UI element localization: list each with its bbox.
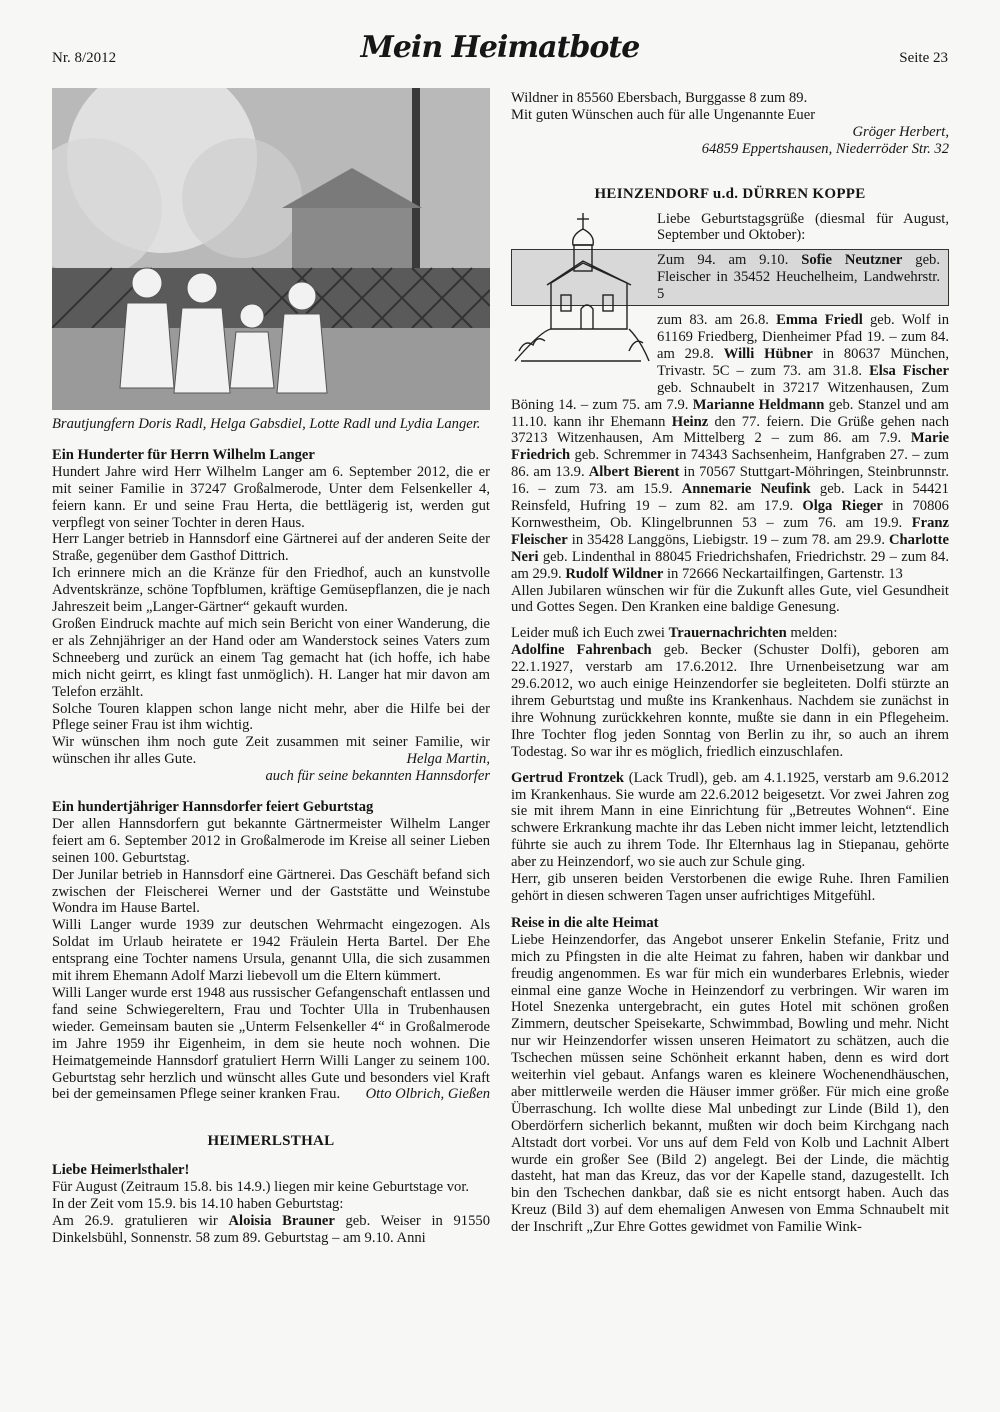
text-run: in 35428 Langgöns, Liebigstr. 19 – zum 78. am 29.9. xyxy=(567,531,890,548)
article-1-paragraph: Herr Langer betrieb in Hannsdorf eine Gärtnerei auf der anderen Seite der Straße, gegenüber dem Gasthof Dittrich. xyxy=(52,531,490,565)
text-run: in 80637 München, Trivastr. 5C – zum 73. am 31.8. xyxy=(657,345,949,379)
person-name: Adolfine Fahrenbach xyxy=(511,642,652,659)
article-2-title: Ein hundertjähriger Hannsdorfer feiert Geburtstag xyxy=(52,799,374,816)
article-1-signature: Helga Martin, xyxy=(406,751,490,768)
text-run: Zum 94. am 9.10. xyxy=(657,252,802,269)
text-run: in 72666 Neckartailfingen, Gartenstr. 13 xyxy=(663,565,903,582)
article-1-paragraph: Solche Touren klappen schon lange nicht mehr, aber die Hilfe bei der Pflege seiner Frau ist ihm wichtig. xyxy=(52,700,490,734)
text-run: geb. Stanzel und am 11.10. kann ihr Ehemann xyxy=(511,396,949,430)
text-run: Am 26.9. gratulieren wir xyxy=(52,1212,229,1229)
obituary-2 xyxy=(511,770,949,871)
text-run: in 70567 Stuttgart-Möhringen, Steinbrunnstr. 16. – zum 73. am 15.9. xyxy=(511,464,949,498)
article-1-paragraph xyxy=(52,734,490,768)
person-name: Heinz xyxy=(671,413,709,430)
signature-address: 64859 Eppertshausen, Niederröder Str. 32 xyxy=(701,140,949,157)
birthday-block xyxy=(511,211,949,583)
article-2-paragraph: Willi Langer wurde 1939 zur deutschen Wehrmacht eingezogen. Als Soldat im Urlaub heiratete er 1942 Fräulein Herta Bartel. Der Ehe entsprang eine Tochter namens Ursula, genannt Ulla, die sich zusammen mit ihrem Ehemann Adolf Marzi liebevoll um die Eltern kümmert. xyxy=(52,917,490,985)
person-name: Albert Bierent xyxy=(588,464,680,481)
article-2-signature: Otto Olbrich, Gießen xyxy=(365,1086,490,1103)
church-drawing xyxy=(511,211,651,383)
jubilee-wishes: Allen Jubilaren wünschen wir für die Zukunft alles Gute, viel Gesundheit und Gottes Segen. Den Kranken eine baldige Genesung. xyxy=(511,582,949,616)
page-number: Seite 23 xyxy=(899,50,948,66)
article-3-paragraph: Für August (Zeitraum 15.8. bis 14.9.) liegen mir keine Geburtstage vor. xyxy=(52,1179,470,1196)
person-name: Marianne Heldmann xyxy=(692,396,825,413)
article-3-title: Liebe Heimerlsthaler! xyxy=(52,1162,190,1179)
person-name: Marie Friedrich xyxy=(511,430,949,464)
text-run: melden: xyxy=(786,625,838,642)
photo-illustration xyxy=(52,88,490,410)
person-name: Charlotte Neri xyxy=(511,531,949,565)
article-2-paragraph: Der Junilar betrieb in Hannsdorf eine Gärtnerei. Das Geschäft befand sich zwischen der Fleischerei Werner und der Gaststätte und Weinstube Wondra im Hause Bartel. xyxy=(52,866,490,917)
article-1-signature-note: auch für seine bekannten Hannsdorfer xyxy=(265,768,490,785)
article-2-paragraph xyxy=(52,985,490,1103)
section-heimerlsthal: HEIMERLSTHAL xyxy=(207,1133,335,1150)
text-run: geb. Weiser in 91550 Dinkelsbühl, Sonnenstr. 58 zum 89. Geburtstag – am 9.10. Anni xyxy=(52,1212,490,1246)
article-reise-title: Reise in die alte Heimat xyxy=(511,914,659,931)
obituary-1 xyxy=(511,642,949,760)
article-reise-text: Liebe Heinzendorfer, das Angebot unserer Enkelin Stefanie, Fritz und mich zu Pfingsten in die alte Heimat zu fahren, haben wir dankbar und freudig angenommen. Es war für mich ein wunderbares Erlebnis, wieder einmal eine ganze Woche in Heinzendorf zu verbringen. Wir waren im Hotel Snezenka untergebracht, ein gutes Hotel mit schönen großen Zimmern, deutscher Speisekarte, Schwimmbad, Bowling und mehr. Nicht nur wir Heinzendorfer wissen unseren Heimatort zu schätzen, auch die Tschechen müssen seine Schönheit erkannt haben, denn es wird dort weiterhin viel gebaut. Anfangs waren es kleinere Wochenendhäuschen, aber mittlerweile werden die Häuser immer größer. Für mich eine große Überraschung. Ich wollte diese Mal unbedingt zur Linde (Bild 1), den Oberdörfern sicherlich bekannt, mußten wir doch beim Kirchgang nach Altstadt dort vorbei. Vor uns auf dem Feld von Kolb und Lachnit Albert wurde ein großer See (Bild 2) angelegt. Bei der Linde, die mächtig dasteht, hat man das Kreuz, das vor der Kapelle stand, dazugestellt. Ich bin den Tschechen dankbar, daß sie es nicht entsorgt haben. Auch das Kreuz (Bild 3) auf dem ehemaligen Anwesen von Emma Schnaubelt mit der Inschrift „Zur Ehre Gottes gewidmet von Familie Wink- xyxy=(511,931,949,1236)
left-column xyxy=(52,88,490,1247)
continued-text: Wildner in 85560 Ebersbach, Burggasse 8 zum 89. xyxy=(511,90,808,106)
bridesmaids-photo xyxy=(52,88,490,410)
person-name: Franz Fleischer xyxy=(511,514,949,548)
article-1-paragraph: Hundert Jahre wird Herr Wilhelm Langer am 6. September 2012, die er mit seiner Familie in 37247 Großalmerode, Unter dem Felsenkeller 4, feiern kann. Er und seine Frau Herta, die bettlägerig ist, werden gut verpflegt von seiner Tochter in deren Haus. xyxy=(52,463,490,531)
mourning-intro xyxy=(511,625,949,642)
person-name: Aloisia Brauner xyxy=(228,1212,335,1229)
photo-caption: Brautjungfern Doris Radl, Helga Gabsdiel, Lotte Radl und Lydia Langer. xyxy=(52,416,481,432)
section-heinzendorf: HEINZENDORF u.d. DÜRREN KOPPE xyxy=(594,185,866,202)
text-run: geb. Wolf in 61169 Friedberg, Dienheimer Pfad 19. – zum 84. am 29.8. xyxy=(657,312,949,362)
text-run: in 70806 Kornwestheim, Ob. Klingelbrunnen 53 – zum 76. am 19.9. xyxy=(511,498,949,531)
person-name: Annemarie Neufink xyxy=(681,481,811,498)
issue-number: Nr. 8/2012 xyxy=(52,50,117,66)
article-1-title: Ein Hunderter für Herrn Wilhelm Langer xyxy=(52,446,315,463)
person-name: Emma Friedl xyxy=(776,312,863,329)
article-2-paragraph: Der allen Hannsdorfern gut bekannte Gärtnermeister Wilhelm Langer feiert am 6. September 2012 in Großalmerode im Kreise all seiner Lieben seinen 100. Geburtstag. xyxy=(52,815,490,866)
text-run: geb. Fleischer in 35452 Heuchelheim, Landwehrstr. 5 xyxy=(657,252,940,303)
masthead: Mein Heimatbote xyxy=(360,30,640,65)
text-run: geb. Schremmer in 74343 Sachsenheim, Hanfgraben 27. – zum 86. am 13.9. xyxy=(511,447,949,481)
article-1-paragraph: Ich erinnere mich an die Kränze für den Friedhof, auch an kunstvolle Adventskränze, schöne Topfblumen, kräftige Gemüsepflanzen, die je nach Jahreszeit beim „Langer-Gärtner“ gekauft wurden. xyxy=(52,565,490,616)
article-1-closing: Wir wünschen ihm noch gute Zeit zusammen mit seiner Familie, wir wünschen ihr alles Gute. xyxy=(52,734,490,768)
prayer-text: Herr, gib unseren beiden Verstorbenen die ewige Ruhe. Ihren Familien gehört in diesen schweren Tagen unser aufrichtiges Mitgefühl. xyxy=(511,871,949,904)
person-name: Olga Rieger xyxy=(802,498,883,515)
article-2-text: Willi Langer wurde erst 1948 aus russischer Gefangenschaft entlassen und fand seine Schwiegereltern, Frau und Tochter Ulla in Trubenhausen wieder. Gemeinsam bauten sie „Unterm Felsenkeller 4“ in Großalmerode im Jahre 1959 ihr Eigenheim, in dem sie heute noch wohnen. Die Heimatgemeinde Hannsdorf gratuliert Herrn Willi Langer zu seinem 100. Geburtstag sehr herzlich und wünscht alles Gute und besonders viel Kraft bei der gemeinsamen Pflege seiner kranken Frau. xyxy=(52,985,490,1103)
text-run: geb. Lindenthal in 88045 Friedrichshafen, Friedrichstr. 29 – zum 84. am 29.9. xyxy=(511,548,949,582)
article-3-paragraph: In der Zeit vom 15.9. bis 14.10 haben Geburtstag: xyxy=(52,1196,344,1213)
person-name: Willi Hübner xyxy=(723,345,813,362)
text-run: zum 83. am 26.8. xyxy=(657,312,777,329)
text-run: geb. Lack in 54421 Reinsfeld, Hufring 19 – zum 82. am 17.9. xyxy=(511,481,949,515)
signature-name: Gröger Herbert, xyxy=(852,123,949,140)
continued-text: Mit guten Wünschen auch für alle Ungenannte Euer xyxy=(511,106,816,123)
text-run: geb. Becker (Schuster Dolfi), geboren am 22.1.1927, verstarb am 17.6.2012. Ihre Urnenbeisetzung war am 29.6.2012, wo auch einige Heinzendorfer sie begleiteten. Dolfi stürzte an ihrem Geburtstag und mußte ins Krankenhaus. Nachdem sie zunächst in ihre Wohnung zurückkehren konnte, mußte sie dann in ein Pflegeheim. Ihre Tochter flog jeden Sonntag von Berlin zu ihr, so auch an ihrem Todestag. So war ihr es möglich, friedlich einzuschlafen. xyxy=(511,642,949,760)
text-run: geb. Schnaubelt in 37217 Witzenhausen, Zum Böning 14. – zum 75. am 7.9. xyxy=(511,379,949,413)
right-column xyxy=(511,90,949,1236)
person-name: Elsa Fischer xyxy=(869,362,949,379)
article-1-paragraph: Großen Eindruck machte auf mich sein Bericht von einer Wanderung, die er als Zehnjähriger an der Hand oder am Wanderstock seines Vaters zum Schneeberg und zurück an einem Tag gemacht hat (ich hoffe, ich habe mich nicht geirrt, es klingt fast unmöglich). H. Langer hat mir davon am Telefon erzählt. xyxy=(52,615,490,700)
birthday-intro: Liebe Geburtstagsgrüße (diesmal für August, September und Oktober): xyxy=(657,210,949,244)
article-3-paragraph xyxy=(52,1213,490,1247)
person-name: Gertrud Frontzek xyxy=(511,769,625,786)
person-name: Sofie Neutzner xyxy=(801,252,903,269)
text-run: den 77. feiern. Die Grüße gehen nach 37213 Witzenhausen, Am Mittelberg 2 – zum 86. am 7.9. xyxy=(511,413,950,447)
text-run: Leider muß ich Euch zwei xyxy=(511,625,669,642)
church-icon xyxy=(511,211,651,371)
mourning-label: Trauernachrichten xyxy=(668,625,787,642)
person-name: Rudolf Wildner xyxy=(565,565,664,582)
text-run: (Lack Trudl), geb. am 4.1.1925, verstarb am 9.6.2012 im Krankenhaus. Sie wurde am 22.6.2012 beigesetzt. Vor zwei Jahren zog sie mit ihrem Mann in eine Einrichtung für „Betreutes Wohnen“. Eine schwere Erkrankung machte ihr das Leben nicht immer leicht, letztendlich führte sie auch zu ihrem Tode. Ihr Elternhaus lag in Stiepanau, gehörte aber zu Heinzendorf, wo sie auch zur Schule ging. xyxy=(511,769,949,871)
